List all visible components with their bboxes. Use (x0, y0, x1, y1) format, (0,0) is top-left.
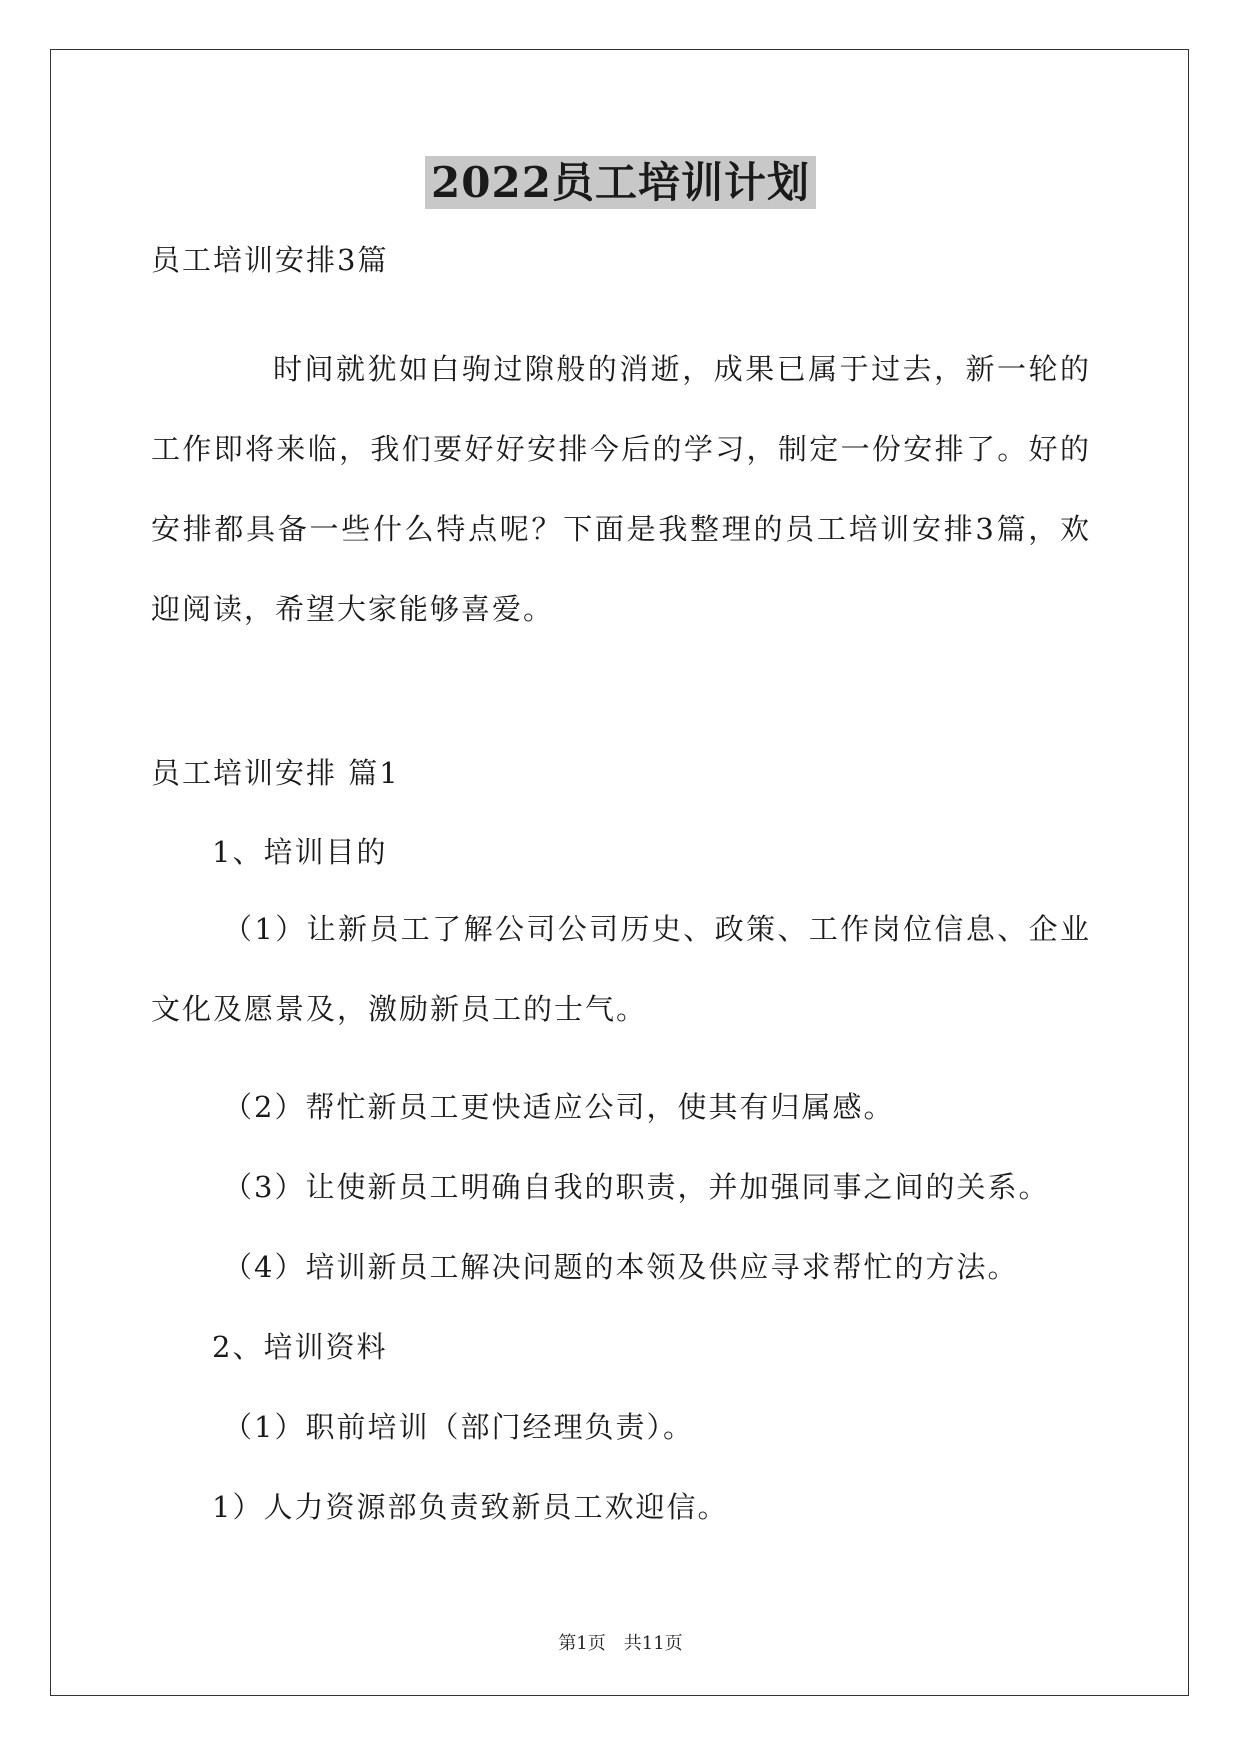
item2-1-text: （1）职前培训（部门经理负责）。 (223, 1410, 694, 1444)
item1-1-paragraph: （1）让新员工了解公司公司历史、政策、工作岗位信息、企业文化及愿景及，激励新员工的士气。 (151, 912, 1091, 1026)
page-border (50, 49, 1189, 1696)
item1-heading: 1、培训目的 (212, 835, 388, 869)
page-footer: 第1页 共11页 (558, 1633, 683, 1654)
document-title (0, 156, 1241, 210)
item2-heading: 2、培训资料 (212, 1330, 388, 1364)
document-title-text: 2022员工培训计划 (425, 156, 816, 209)
item1-2-text: （2）帮忙新员工更快适应公司，使其有归属感。 (223, 1090, 895, 1124)
section-heading: 员工培训安排 篇1 (151, 756, 400, 790)
item2-1-1-text: 1）人力资源部负责致新员工欢迎信。 (212, 1490, 729, 1524)
item1-4-text: （4）培训新员工解决问题的本领及供应寻求帮忙的方法。 (223, 1250, 1019, 1284)
item1-3-text: （3）让使新员工明确自我的职责，并加强同事之间的关系。 (223, 1170, 1050, 1204)
intro-paragraph: 时间就犹如白驹过隙般的消逝，成果已属于过去，新一轮的工作即将来临，我们要好好安排今后的学习，制定一份安排了。好的安排都具备一些什么特点呢？下面是我整理的员工培训安排3篇，欢迎阅读，希望大家能够喜爱。 (151, 352, 1091, 626)
subtitle: 员工培训安排3篇 (151, 243, 389, 277)
